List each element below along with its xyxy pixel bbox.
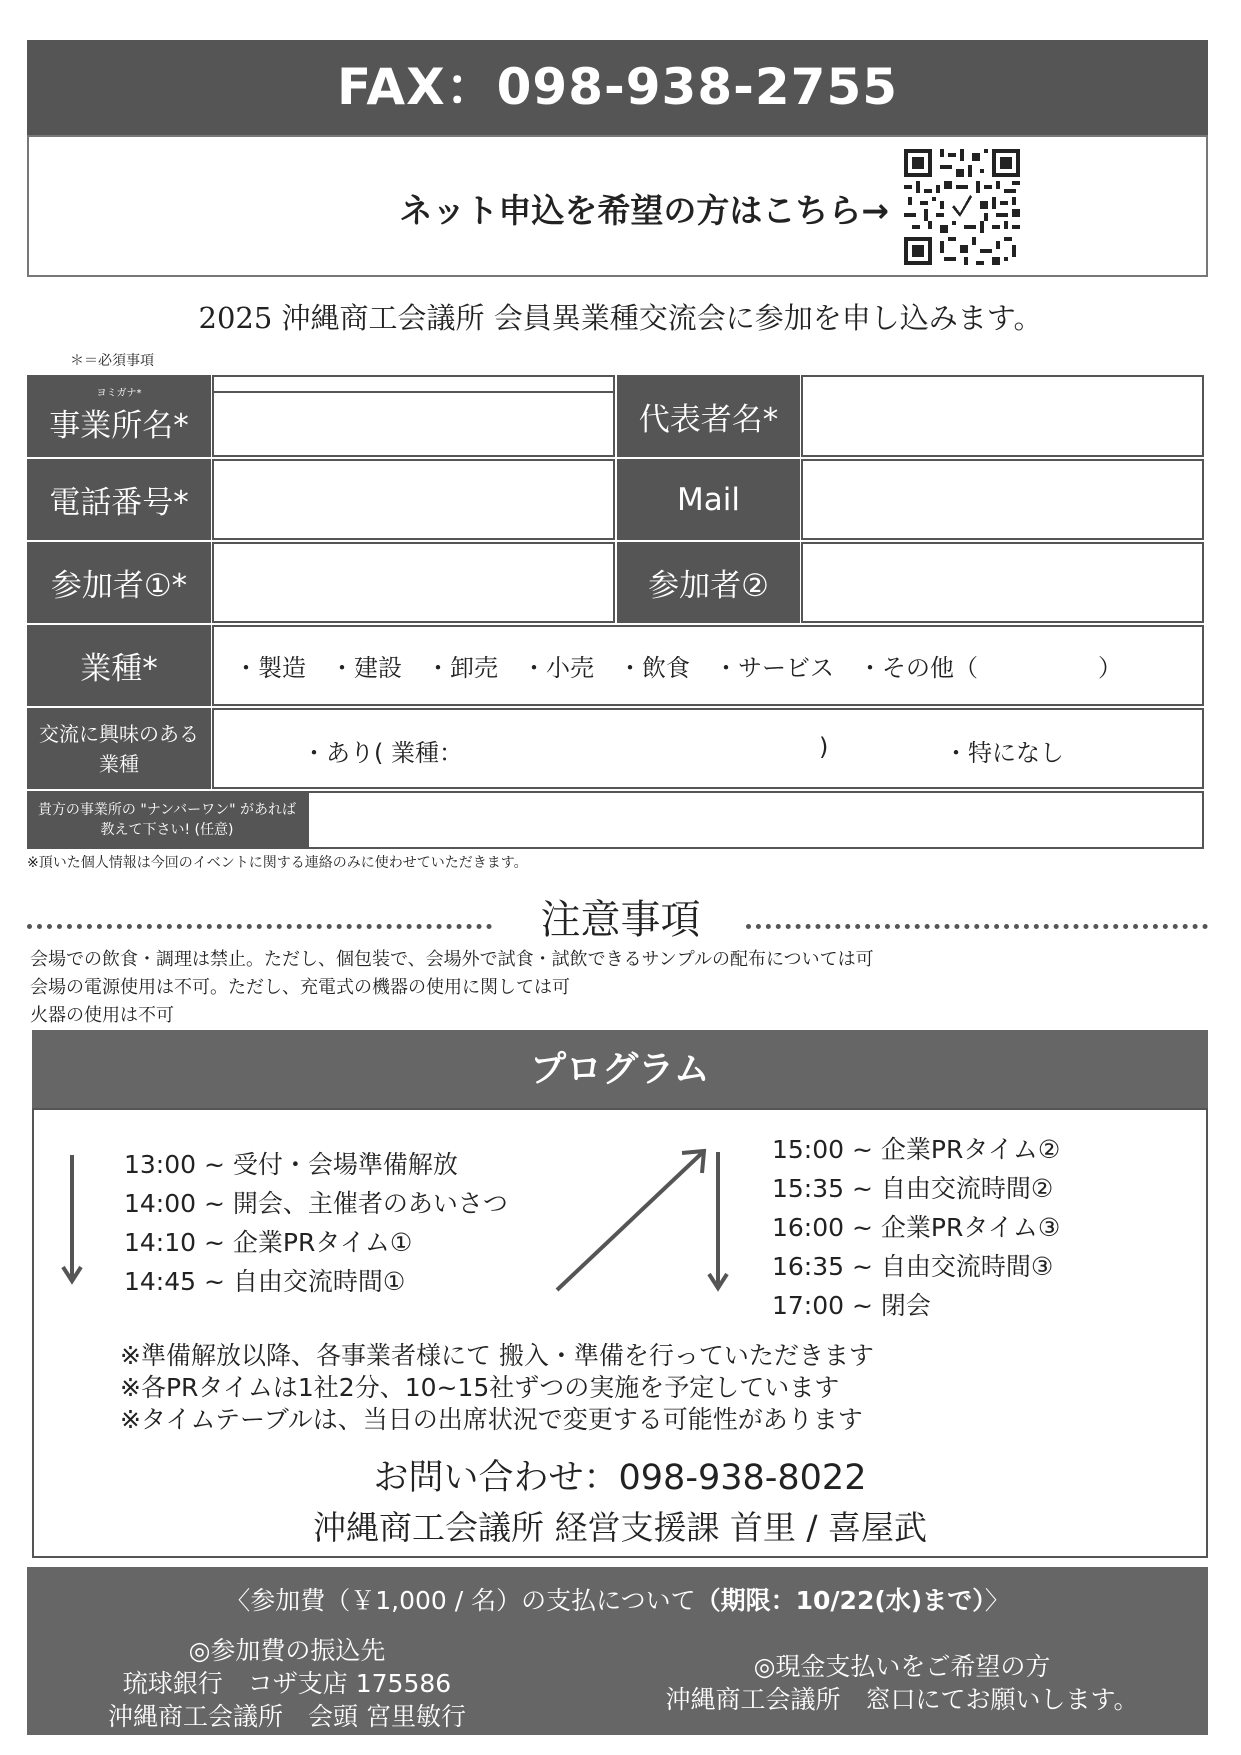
program-note: ※各PRタイムは1社2分、10~15社ずつの実施を予定しています (120, 1373, 840, 1402)
industry-label: 業種* (27, 625, 211, 706)
transfer-name: 沖縄商工会議所 会頭 宮里敏行 (108, 1702, 466, 1731)
fee-section (27, 1567, 1208, 1735)
interest-yes-option[interactable]: ・あり( 業種： (302, 739, 463, 767)
participant1-field[interactable] (212, 542, 615, 623)
contact-org: 沖縄商工会議所 経営支援課 首里 / 喜屋武 (312, 1508, 928, 1547)
schedule-item: 17:00 ~ 閉会 (772, 1291, 931, 1320)
representative-field[interactable] (801, 375, 1204, 457)
schedule-item: 15:35 ~ 自由交流時間② (772, 1174, 1054, 1203)
caution-line: 会場の電源使用は不可。ただし、充電式の機器の使用に関しては可 (30, 977, 570, 998)
caution-line: 火器の使用は不可 (30, 1005, 174, 1026)
schedule-item: 14:10 ~ 企業PRタイム① (124, 1228, 413, 1257)
schedule-item: 14:00 ~ 開会、主催者のあいさつ (124, 1189, 508, 1218)
interest-field[interactable] (212, 708, 1204, 789)
transfer-bank: 琉球銀行 コザ支店 175586 (122, 1669, 452, 1698)
schedule-item: 16:00 ~ 企業PRタイム③ (772, 1213, 1061, 1242)
interest-label: 交流に興味のある業種 (27, 708, 211, 789)
intro-text: 2025 沖縄商工会議所 会員異業種交流会に参加を申し込みます。 (198, 301, 1043, 335)
program-note: ※タイムテーブルは、当日の出席状況で変更する可能性があります (120, 1405, 863, 1434)
schedule-item: 14:45 ~ 自由交流時間① (124, 1267, 406, 1296)
fax-header: FAX：098-938-2755 (27, 40, 1208, 135)
number-one-field[interactable] (307, 791, 1204, 849)
qr-code-icon[interactable] (904, 149, 1020, 265)
schedule-item: 16:35 ~ 自由交流時間③ (772, 1252, 1054, 1281)
caution-line: 会場での飲食・調理は禁止。ただし、個包装で、会場外で試食・試飲できるサンプルの配布については可 (30, 949, 874, 970)
representative-label: 代表者名* (617, 375, 800, 457)
phone-field[interactable] (212, 459, 615, 540)
caution-title: 注意事項 (540, 897, 701, 943)
cash-text: 沖縄商工会議所 窓口にてお願いします。 (665, 1685, 1139, 1714)
down-arrow-icon (60, 1155, 84, 1285)
net-apply-text: ネット申込を希望の方はこちら→ (399, 191, 889, 230)
privacy-note: ※頂いた個人情報は今回のイベントに関する連絡のみに使わせていただきます。 (27, 855, 528, 871)
program-note: ※準備解放以降、各事業者様にて 搬入・準備を行っていただきます (120, 1341, 874, 1370)
interest-none-option[interactable]: ・特になし (944, 739, 1064, 767)
fee-deadline: （期限：10/22(水)まで） (695, 1586, 985, 1615)
down-arrow-icon (706, 1152, 730, 1292)
net-apply-box (27, 135, 1208, 277)
number-one-label: 貴方の事業所の "ナンバーワン" があれば教えて下さい! (任意) (27, 791, 307, 849)
schedule-item: 15:00 ~ 企業PRタイム② (772, 1135, 1061, 1164)
phone-label: 電話番号* (27, 459, 211, 540)
program-box (32, 1108, 1208, 1558)
industry-options[interactable]: ・製造 ・建設 ・卸売 ・小売 ・飲食 ・サービス ・その他（ ） (212, 625, 1204, 706)
furigana-label: ヨミガナ* (96, 387, 142, 399)
cash-title: ◎現金支払いをご希望の方 (753, 1652, 1051, 1681)
participant2-field[interactable] (801, 542, 1204, 623)
program-title: プログラム (32, 1030, 1208, 1110)
company-name-field[interactable] (212, 391, 615, 457)
mail-field[interactable] (801, 459, 1204, 540)
participant1-label: 参加者①* (27, 542, 211, 623)
transfer-title: ◎参加費の振込先 (188, 1636, 386, 1665)
contact-phone: お問い合わせ：098-938-8022 (373, 1458, 867, 1498)
mail-label: Mail (617, 459, 800, 540)
fee-title: 〈参加費（￥1,000 / 名）の支払について（期限：10/22(水)まで）〉 (225, 1586, 1010, 1615)
participant2-label: 参加者② (617, 542, 800, 623)
schedule-item: 13:00 ~ 受付・会場準備解放 (124, 1150, 458, 1179)
company-name-label: ヨミガナ* 事業所名* (27, 375, 211, 457)
diagonal-arrow-icon (552, 1145, 712, 1295)
divider-right (746, 924, 1208, 929)
interest-close-paren: ) (819, 733, 829, 761)
required-note: ＊＝必須事項 (70, 353, 154, 369)
